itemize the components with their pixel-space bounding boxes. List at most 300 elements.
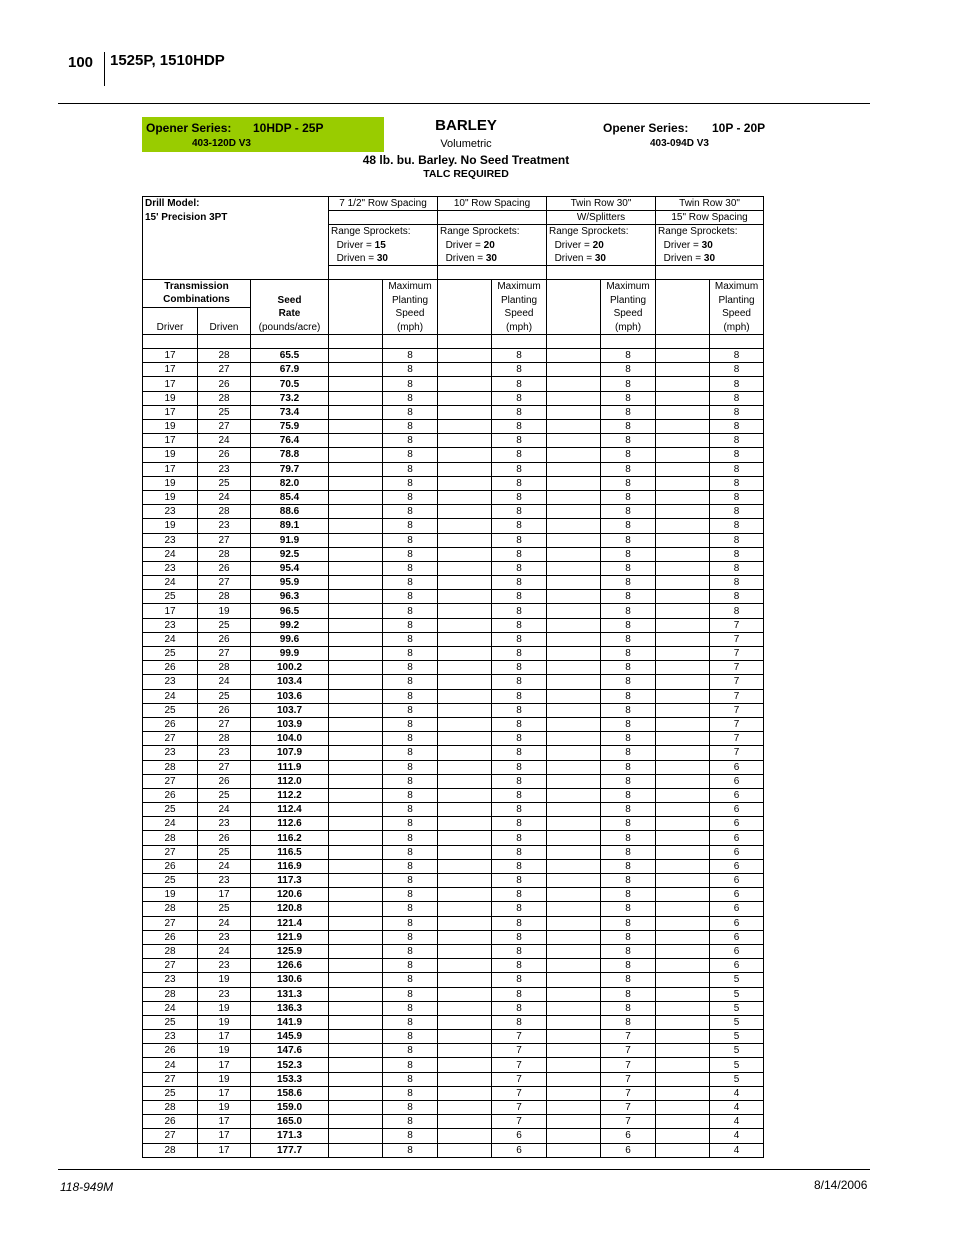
speed-cell: 8 <box>601 377 656 391</box>
seed-rate-cell: 120.8 <box>251 902 329 916</box>
speed-cell: 8 <box>383 788 438 802</box>
speed-cell: 8 <box>601 590 656 604</box>
blank-cell <box>438 845 492 859</box>
blank-cell <box>438 817 492 831</box>
driver-cell: 17 <box>143 405 198 419</box>
blank-cell <box>547 576 601 590</box>
speed-cell: 8 <box>601 788 656 802</box>
speed-cell: 8 <box>383 845 438 859</box>
blank-cell <box>438 1101 492 1115</box>
seed-rate-cell: 104.0 <box>251 732 329 746</box>
driven-cell: 25 <box>198 405 251 419</box>
driven-cell: 25 <box>198 845 251 859</box>
blank-cell <box>438 377 492 391</box>
right-opener-label: Opener Series: <box>603 121 689 135</box>
driver-cell: 17 <box>143 377 198 391</box>
driven-cell: 17 <box>198 1129 251 1143</box>
speed-cell: 8 <box>710 420 764 434</box>
blank-cell <box>438 363 492 377</box>
speed-cell: 8 <box>601 675 656 689</box>
table-row <box>143 987 764 1001</box>
driven-cell: 28 <box>198 547 251 561</box>
blank-cell <box>656 831 710 845</box>
speed-cell: 7 <box>601 1072 656 1086</box>
blank-cell <box>329 1030 383 1044</box>
blank-cell <box>329 845 383 859</box>
left-part-code: 403-120D V3 <box>192 138 251 149</box>
driver-cell: 23 <box>143 746 198 760</box>
page-number: 100 <box>68 54 94 71</box>
blank-cell <box>547 902 601 916</box>
blank-cell <box>547 561 601 575</box>
speed-cell: 8 <box>492 788 547 802</box>
units-header: (pounds/acre) <box>251 321 329 335</box>
table-row <box>143 420 764 434</box>
driven-cell: 17 <box>198 1030 251 1044</box>
blank-cell <box>656 505 710 519</box>
blank-cell <box>656 845 710 859</box>
blank-cell <box>547 405 601 419</box>
speed-cell: 8 <box>601 944 656 958</box>
blank-cell <box>438 831 492 845</box>
header-rule <box>58 103 870 104</box>
talc-note: TALC REQUIRED <box>423 168 509 180</box>
seed-rate-cell: 100.2 <box>251 661 329 675</box>
blank-cell <box>547 533 601 547</box>
blank-cell <box>547 803 601 817</box>
spacing-0-driver: Driver = 15 <box>329 239 438 252</box>
driver-cell: 28 <box>143 902 198 916</box>
blank-cell <box>329 420 383 434</box>
seed-rate-cell: 103.6 <box>251 689 329 703</box>
seed-rate-cell: 171.3 <box>251 1129 329 1143</box>
seed-rate-cell: 96.5 <box>251 604 329 618</box>
driven-cell: 23 <box>198 817 251 831</box>
speed-cell: 8 <box>492 519 547 533</box>
speed-cell: 4 <box>710 1143 764 1157</box>
speed-cell: 6 <box>710 959 764 973</box>
speed-cell: 8 <box>383 874 438 888</box>
blank-cell <box>656 930 710 944</box>
speed-cell: 8 <box>383 604 438 618</box>
blank-cell <box>438 1115 492 1129</box>
speed-cell: 6 <box>710 803 764 817</box>
speed-cell: 8 <box>383 959 438 973</box>
speed-cell: 8 <box>601 930 656 944</box>
seed-rate-cell: 95.4 <box>251 561 329 575</box>
speed-cell: 8 <box>383 717 438 731</box>
speed-cell: 8 <box>710 476 764 490</box>
speed-cell: 8 <box>492 349 547 363</box>
rate-header: Rate <box>251 307 329 321</box>
blank-cell <box>329 590 383 604</box>
table-row <box>143 689 764 703</box>
driver-cell: 24 <box>143 689 198 703</box>
speed-header-speed: Speed <box>601 307 656 321</box>
driven-cell: 24 <box>198 490 251 504</box>
metering-type: Volumetric <box>440 138 492 150</box>
blank-cell <box>438 462 492 476</box>
driven-cell: 24 <box>198 944 251 958</box>
blank-cell <box>547 859 601 873</box>
seed-rate-cell: 78.8 <box>251 448 329 462</box>
speed-cell: 8 <box>710 505 764 519</box>
blank-cell <box>656 476 710 490</box>
speed-cell: 8 <box>383 746 438 760</box>
speed-cell: 6 <box>710 859 764 873</box>
blank-cell <box>329 831 383 845</box>
driver-cell: 24 <box>143 576 198 590</box>
driven-cell: 28 <box>198 349 251 363</box>
blank-cell <box>656 661 710 675</box>
blank-cell <box>547 1001 601 1015</box>
speed-cell: 4 <box>710 1115 764 1129</box>
blank-cell <box>656 803 710 817</box>
blank-cell <box>656 874 710 888</box>
driven-cell: 24 <box>198 916 251 930</box>
seed-rate-cell: 75.9 <box>251 420 329 434</box>
header-separator <box>104 52 105 86</box>
speed-cell: 7 <box>601 1086 656 1100</box>
speed-cell: 8 <box>601 703 656 717</box>
table-row <box>143 831 764 845</box>
driver-cell: 24 <box>143 1058 198 1072</box>
table-row <box>143 391 764 405</box>
driven-cell: 19 <box>198 1072 251 1086</box>
speed-cell: 8 <box>601 604 656 618</box>
blank-cell <box>547 618 601 632</box>
speed-cell: 5 <box>710 1072 764 1086</box>
speed-cell: 8 <box>383 661 438 675</box>
blank-cell <box>656 788 710 802</box>
left-opener-value: 10HDP - 25P <box>253 121 324 135</box>
driver-cell: 28 <box>143 760 198 774</box>
seed-rate-cell: 99.2 <box>251 618 329 632</box>
blank-cell <box>547 732 601 746</box>
blank-cell <box>329 1086 383 1100</box>
seed-rate-cell: 116.5 <box>251 845 329 859</box>
blank-cell <box>547 420 601 434</box>
table-row <box>143 973 764 987</box>
blank-cell <box>438 561 492 575</box>
driven-cell: 19 <box>198 1015 251 1029</box>
blank-cell <box>547 1086 601 1100</box>
driver-cell: 28 <box>143 944 198 958</box>
blank-cell <box>547 391 601 405</box>
seed-rate-cell: 153.3 <box>251 1072 329 1086</box>
speed-cell: 4 <box>710 1101 764 1115</box>
speed-cell: 8 <box>492 760 547 774</box>
blank-cell <box>329 490 383 504</box>
blank-cell <box>656 632 710 646</box>
blank-cell <box>438 774 492 788</box>
driven-cell: 27 <box>198 363 251 377</box>
driver-cell: 25 <box>143 874 198 888</box>
speed-cell: 8 <box>383 1143 438 1157</box>
speed-cell: 8 <box>383 916 438 930</box>
driver-cell: 24 <box>143 547 198 561</box>
driven-cell: 26 <box>198 703 251 717</box>
blank-cell <box>656 618 710 632</box>
speed-cell: 6 <box>710 760 764 774</box>
speed-cell: 8 <box>383 618 438 632</box>
speed-cell: 8 <box>383 490 438 504</box>
driven-cell: 26 <box>198 632 251 646</box>
driven-cell: 28 <box>198 505 251 519</box>
driven-cell: 25 <box>198 788 251 802</box>
driven-cell: 24 <box>198 859 251 873</box>
blank-cell <box>438 803 492 817</box>
seed-rate-cell: 158.6 <box>251 1086 329 1100</box>
speed-cell: 8 <box>601 363 656 377</box>
speed-header-speed: Speed <box>710 307 764 321</box>
table-row <box>143 1129 764 1143</box>
blank-cell <box>329 717 383 731</box>
driven-cell: 26 <box>198 448 251 462</box>
blank-cell <box>329 1001 383 1015</box>
seed-rate-cell: 177.7 <box>251 1143 329 1157</box>
blank-cell <box>438 505 492 519</box>
speed-cell: 8 <box>710 561 764 575</box>
driven-header: Driven <box>198 321 251 335</box>
driver-cell: 25 <box>143 647 198 661</box>
speed-cell: 8 <box>383 689 438 703</box>
speed-cell: 8 <box>601 874 656 888</box>
seed-rate-cell: 92.5 <box>251 547 329 561</box>
table-row <box>143 1072 764 1086</box>
driver-cell: 25 <box>143 1086 198 1100</box>
seed-rate-cell: 103.7 <box>251 703 329 717</box>
driver-cell: 19 <box>143 420 198 434</box>
speed-cell: 8 <box>492 576 547 590</box>
seed-rate-cell: 111.9 <box>251 760 329 774</box>
blank-cell <box>656 647 710 661</box>
driven-cell: 26 <box>198 561 251 575</box>
blank-cell <box>656 1058 710 1072</box>
blank-cell <box>329 817 383 831</box>
driven-cell: 27 <box>198 717 251 731</box>
driver-cell: 19 <box>143 448 198 462</box>
table-row <box>143 1086 764 1100</box>
blank-cell <box>656 859 710 873</box>
speed-cell: 7 <box>601 1058 656 1072</box>
speed-header-mph: (mph) <box>710 321 764 335</box>
driven-cell: 17 <box>198 1115 251 1129</box>
table-row <box>143 959 764 973</box>
speed-cell: 6 <box>710 774 764 788</box>
blank-cell <box>656 1001 710 1015</box>
blank-cell <box>329 675 383 689</box>
blank-cell <box>329 959 383 973</box>
table-row <box>143 930 764 944</box>
blank-cell <box>547 675 601 689</box>
blank-cell <box>438 675 492 689</box>
speed-cell: 8 <box>383 1129 438 1143</box>
table-row <box>143 434 764 448</box>
blank-cell <box>329 604 383 618</box>
speed-cell: 6 <box>710 874 764 888</box>
speed-cell: 8 <box>492 774 547 788</box>
blank-cell <box>547 1072 601 1086</box>
blank-cell <box>656 405 710 419</box>
blank-cell <box>656 888 710 902</box>
speed-cell: 8 <box>710 576 764 590</box>
speed-cell: 8 <box>601 746 656 760</box>
speed-cell: 8 <box>383 760 438 774</box>
driven-cell: 17 <box>198 1086 251 1100</box>
speed-cell: 8 <box>383 462 438 476</box>
blank-cell <box>329 916 383 930</box>
speed-cell: 6 <box>492 1129 547 1143</box>
driver-cell: 26 <box>143 859 198 873</box>
blank-cell <box>438 1129 492 1143</box>
blank-cell <box>329 689 383 703</box>
blank-cell <box>438 490 492 504</box>
blank-cell <box>329 448 383 462</box>
blank-cell <box>656 420 710 434</box>
speed-cell: 8 <box>383 944 438 958</box>
speed-cell: 5 <box>710 1030 764 1044</box>
speed-cell: 8 <box>710 604 764 618</box>
seed-rate-cell: 147.6 <box>251 1044 329 1058</box>
blank-cell <box>438 944 492 958</box>
blank-cell <box>438 859 492 873</box>
speed-cell: 8 <box>601 902 656 916</box>
blank-cell <box>329 1015 383 1029</box>
blank-cell <box>547 604 601 618</box>
driver-cell: 19 <box>143 391 198 405</box>
crop-title: BARLEY <box>435 117 497 134</box>
speed-cell: 8 <box>383 391 438 405</box>
speed-cell: 8 <box>710 391 764 405</box>
speed-cell: 8 <box>601 434 656 448</box>
speed-cell: 8 <box>383 831 438 845</box>
blank-cell <box>656 717 710 731</box>
speed-cell: 8 <box>601 476 656 490</box>
speed-cell: 8 <box>383 434 438 448</box>
blank-cell <box>438 349 492 363</box>
driven-cell: 23 <box>198 462 251 476</box>
spacing-3-driven: Driven = 30 <box>656 252 764 266</box>
driver-cell: 27 <box>143 916 198 930</box>
speed-cell: 7 <box>710 647 764 661</box>
blank-cell <box>547 363 601 377</box>
table-row <box>143 732 764 746</box>
driven-cell: 19 <box>198 604 251 618</box>
driver-cell: 23 <box>143 675 198 689</box>
table-row <box>143 788 764 802</box>
speed-cell: 8 <box>492 746 547 760</box>
blank-cell <box>547 774 601 788</box>
speed-cell: 8 <box>492 916 547 930</box>
blank-cell <box>438 788 492 802</box>
speed-cell: 8 <box>383 803 438 817</box>
table-row <box>143 916 764 930</box>
blank-cell <box>547 1143 601 1157</box>
blank-cell <box>438 930 492 944</box>
driver-cell: 23 <box>143 973 198 987</box>
blank-cell <box>329 1115 383 1129</box>
blank-cell <box>547 916 601 930</box>
blank-cell <box>329 703 383 717</box>
spacing-1-driven: Driven = 30 <box>438 252 547 266</box>
driver-cell: 23 <box>143 561 198 575</box>
seed-rate-cell: 76.4 <box>251 434 329 448</box>
table-row <box>143 661 764 675</box>
driver-cell: 19 <box>143 490 198 504</box>
speed-cell: 8 <box>710 434 764 448</box>
blank-cell <box>656 590 710 604</box>
blank-cell <box>656 1072 710 1086</box>
speed-cell: 8 <box>492 377 547 391</box>
speed-cell: 8 <box>601 845 656 859</box>
blank-cell <box>656 902 710 916</box>
table-row <box>143 817 764 831</box>
spacing-2-subtitle: W/Splitters <box>547 211 656 225</box>
blank-cell <box>329 1129 383 1143</box>
table-row <box>143 888 764 902</box>
seed-rate-cell: 131.3 <box>251 987 329 1001</box>
speed-cell: 8 <box>492 1015 547 1029</box>
speed-cell: 8 <box>601 547 656 561</box>
blank-cell <box>547 1015 601 1029</box>
seed-rate-cell: 70.5 <box>251 377 329 391</box>
speed-cell: 4 <box>710 1129 764 1143</box>
table-row <box>143 1015 764 1029</box>
blank-cell <box>329 1143 383 1157</box>
table-row <box>143 604 764 618</box>
blank-cell <box>329 349 383 363</box>
blank-cell <box>438 717 492 731</box>
blank-cell <box>438 916 492 930</box>
speed-cell: 8 <box>492 717 547 731</box>
blank-cell <box>547 1030 601 1044</box>
table-row <box>143 1044 764 1058</box>
speed-cell: 8 <box>492 1001 547 1015</box>
blank-cell <box>656 391 710 405</box>
blank-cell <box>329 788 383 802</box>
speed-cell: 8 <box>601 618 656 632</box>
speed-cell: 6 <box>710 916 764 930</box>
speed-cell: 8 <box>383 1072 438 1086</box>
speed-cell: 8 <box>601 533 656 547</box>
speed-cell: 4 <box>710 1086 764 1100</box>
driven-cell: 23 <box>198 874 251 888</box>
blank-cell <box>329 505 383 519</box>
blank-cell <box>656 1015 710 1029</box>
driver-cell: 28 <box>143 831 198 845</box>
speed-cell: 8 <box>601 959 656 973</box>
seed-rate-cell: 126.6 <box>251 959 329 973</box>
speed-cell: 8 <box>383 377 438 391</box>
speed-cell: 8 <box>383 363 438 377</box>
driven-cell: 28 <box>198 732 251 746</box>
speed-cell: 8 <box>601 987 656 1001</box>
blank-cell <box>438 618 492 632</box>
speed-cell: 8 <box>601 973 656 987</box>
speed-header-0: Maximum <box>383 280 438 294</box>
blank-cell <box>329 746 383 760</box>
driven-cell: 28 <box>198 391 251 405</box>
driver-cell: 19 <box>143 476 198 490</box>
speed-cell: 8 <box>601 760 656 774</box>
blank-cell <box>656 576 710 590</box>
speed-cell: 8 <box>383 576 438 590</box>
blank-cell <box>656 561 710 575</box>
blank-cell <box>656 462 710 476</box>
seed-rate-cell: 95.9 <box>251 576 329 590</box>
speed-cell: 6 <box>492 1143 547 1157</box>
